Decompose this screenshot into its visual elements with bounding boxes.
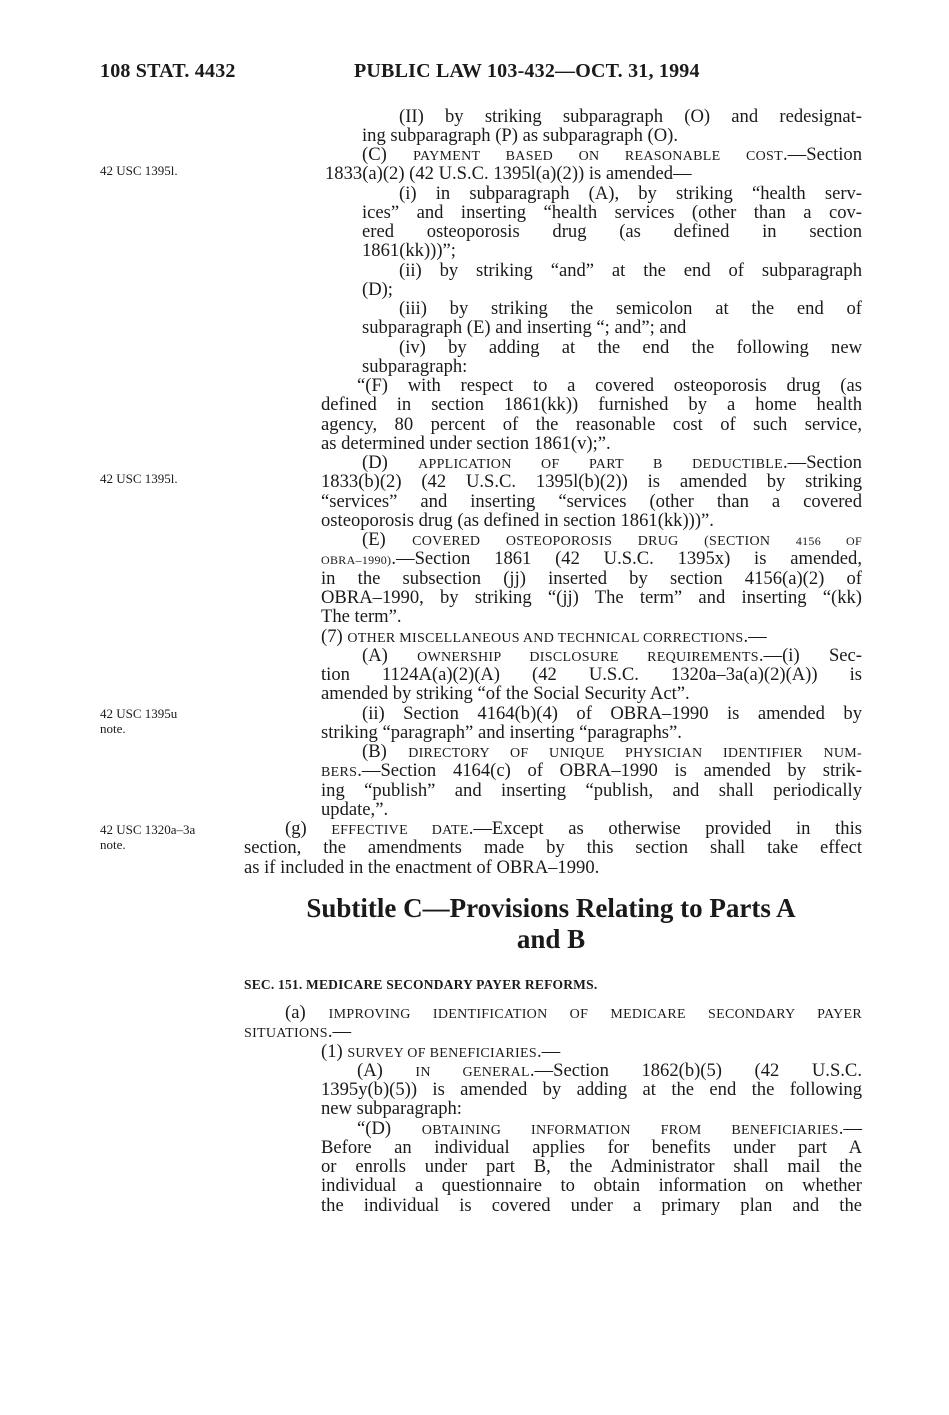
text-line: (iv) by adding at the end the following new — [399, 337, 862, 358]
stat-reference: 108 STAT. 4432 — [100, 60, 236, 82]
text-line: 1833(a)(2) (42 U.S.C. 1395l(a)(2)) is amended— — [325, 163, 692, 184]
margin-note-4 — [100, 822, 240, 852]
text-line: tion 1124A(a)(2)(A) (42 U.S.C. 1320a–3a(a)(2)(A)) is — [321, 664, 862, 685]
margin-note-4-line1: 42 USC 1320a–3a — [100, 822, 196, 837]
text-line: (A) IN GENERAL.—Section 1862(b)(5) (42 U.S.C. — [357, 1060, 862, 1081]
text-line: (II) by striking subparagraph (O) and redesignat- — [399, 106, 862, 127]
text-line: (A) OWNERSHIP DISCLOSURE REQUIREMENTS.—(i) Sec- — [362, 645, 862, 666]
text-line: as if included in the enactment of OBRA–1990. — [244, 857, 600, 878]
margin-note-1: 42 USC 1395l. — [100, 163, 178, 178]
text-line: The term”. — [321, 606, 402, 627]
text-line: OBRA–1990).—Section 1861 (42 U.S.C. 1395x) is amended, — [321, 548, 862, 569]
text-line: section, the amendments made by this section shall take effect — [244, 837, 862, 858]
text-line: individual a questionnaire to obtain information on whether — [321, 1175, 862, 1196]
text-line: “(D) OBTAINING INFORMATION FROM BENEFICIARIES.— — [357, 1118, 862, 1139]
section-heading: SEC. 151. MEDICARE SECONDARY PAYER REFORMS. — [244, 977, 598, 992]
text-line: OBRA–1990, by striking “(jj) The term” and inserting “(kk) — [321, 587, 862, 608]
text-line: (D) APPLICATION OF PART B DEDUCTIBLE.—Section — [362, 452, 862, 473]
margin-note-3-line2: note. — [100, 721, 126, 736]
text-line: (E) COVERED OSTEOPOROSIS DRUG (SECTION 4156 OF — [362, 529, 862, 550]
text-line: striking “paragraph” and inserting “paragraphs”. — [321, 722, 682, 743]
text-line: BERS.—Section 4164(c) of OBRA–1990 is amended by strik- — [321, 760, 862, 781]
text-line: as determined under section 1861(v);”. — [321, 433, 611, 454]
text-line: amended by striking “of the Social Security Act”. — [321, 683, 690, 704]
subtitle-heading — [240, 893, 862, 955]
text-line: the individual is covered under a primary plan and the — [321, 1195, 862, 1216]
text-line: Before an individual applies for benefits under part A — [321, 1137, 862, 1158]
text-line: subparagraph (E) and inserting “; and”; and — [362, 317, 687, 338]
text-line: “services” and inserting “services (other than a covered — [321, 491, 862, 512]
text-line: defined in section 1861(kk)) furnished by a home health — [321, 394, 862, 415]
text-line: or enrolls under part B, the Administrator shall mail the — [321, 1156, 862, 1177]
text-line: (C) PAYMENT BASED ON REASONABLE COST.—Section — [362, 144, 862, 165]
text-line: (ii) by striking “and” at the end of subparagraph — [399, 260, 862, 281]
text-line: osteoporosis drug (as defined in section 1861(kk)))”. — [321, 510, 714, 531]
subtitle-line-1: Subtitle C—Provisions Relating to Parts A — [306, 893, 796, 923]
text-line: (iii) by striking the semicolon at the end of — [399, 298, 862, 319]
text-line: ing “publish” and inserting “publish, and shall periodically — [321, 780, 862, 801]
text-line: SITUATIONS.— — [244, 1021, 352, 1042]
margin-note-2: 42 USC 1395l. — [100, 471, 178, 486]
text-line: (D); — [362, 279, 393, 300]
text-line: (B) DIRECTORY OF UNIQUE PHYSICIAN IDENTIFIER NUM- — [362, 741, 862, 762]
text-line: ices” and inserting “health services (other than a cov- — [362, 202, 862, 223]
text-line: subparagraph: — [362, 356, 468, 377]
text-line: (a) IMPROVING IDENTIFICATION OF MEDICARE SECONDARY PAYER — [285, 1002, 862, 1023]
margin-note-3 — [100, 706, 240, 736]
text-line: in the subsection (jj) inserted by section 4156(a)(2) of — [321, 568, 862, 589]
text-line: 1833(b)(2) (42 U.S.C. 1395l(b)(2)) is amended by striking — [321, 471, 862, 492]
text-line: (ii) Section 4164(b)(4) of OBRA–1990 is amended by — [362, 703, 862, 724]
margin-note-3-line1: 42 USC 1395u — [100, 706, 178, 721]
text-line: 1861(kk)))”; — [362, 240, 456, 261]
text-line: “(F) with respect to a covered osteoporosis drug (as — [357, 375, 862, 396]
text-line: ered osteoporosis drug (as defined in section — [362, 221, 862, 242]
text-line: update,”. — [321, 799, 389, 820]
text-line: agency, 80 percent of the reasonable cost of such service, — [321, 414, 862, 435]
text-line: new subparagraph: — [321, 1098, 462, 1119]
law-title: PUBLIC LAW 103-432—OCT. 31, 1994 — [354, 60, 700, 82]
text-line: (g) EFFECTIVE DATE.—Except as otherwise provided in this — [285, 818, 862, 839]
text-line: (i) in subparagraph (A), by striking “health serv- — [399, 183, 862, 204]
text-line: ing subparagraph (P) as subparagraph (O). — [362, 125, 678, 146]
subtitle-line-2: and B — [516, 924, 586, 954]
text-line: (7) OTHER MISCELLANEOUS AND TECHNICAL CORRECTIONS.— — [321, 626, 767, 647]
margin-note-4-line2: note. — [100, 837, 126, 852]
text-line: 1395y(b)(5)) is amended by adding at the end the following — [321, 1079, 862, 1100]
text-line: (1) SURVEY OF BENEFICIARIES.— — [321, 1041, 561, 1062]
